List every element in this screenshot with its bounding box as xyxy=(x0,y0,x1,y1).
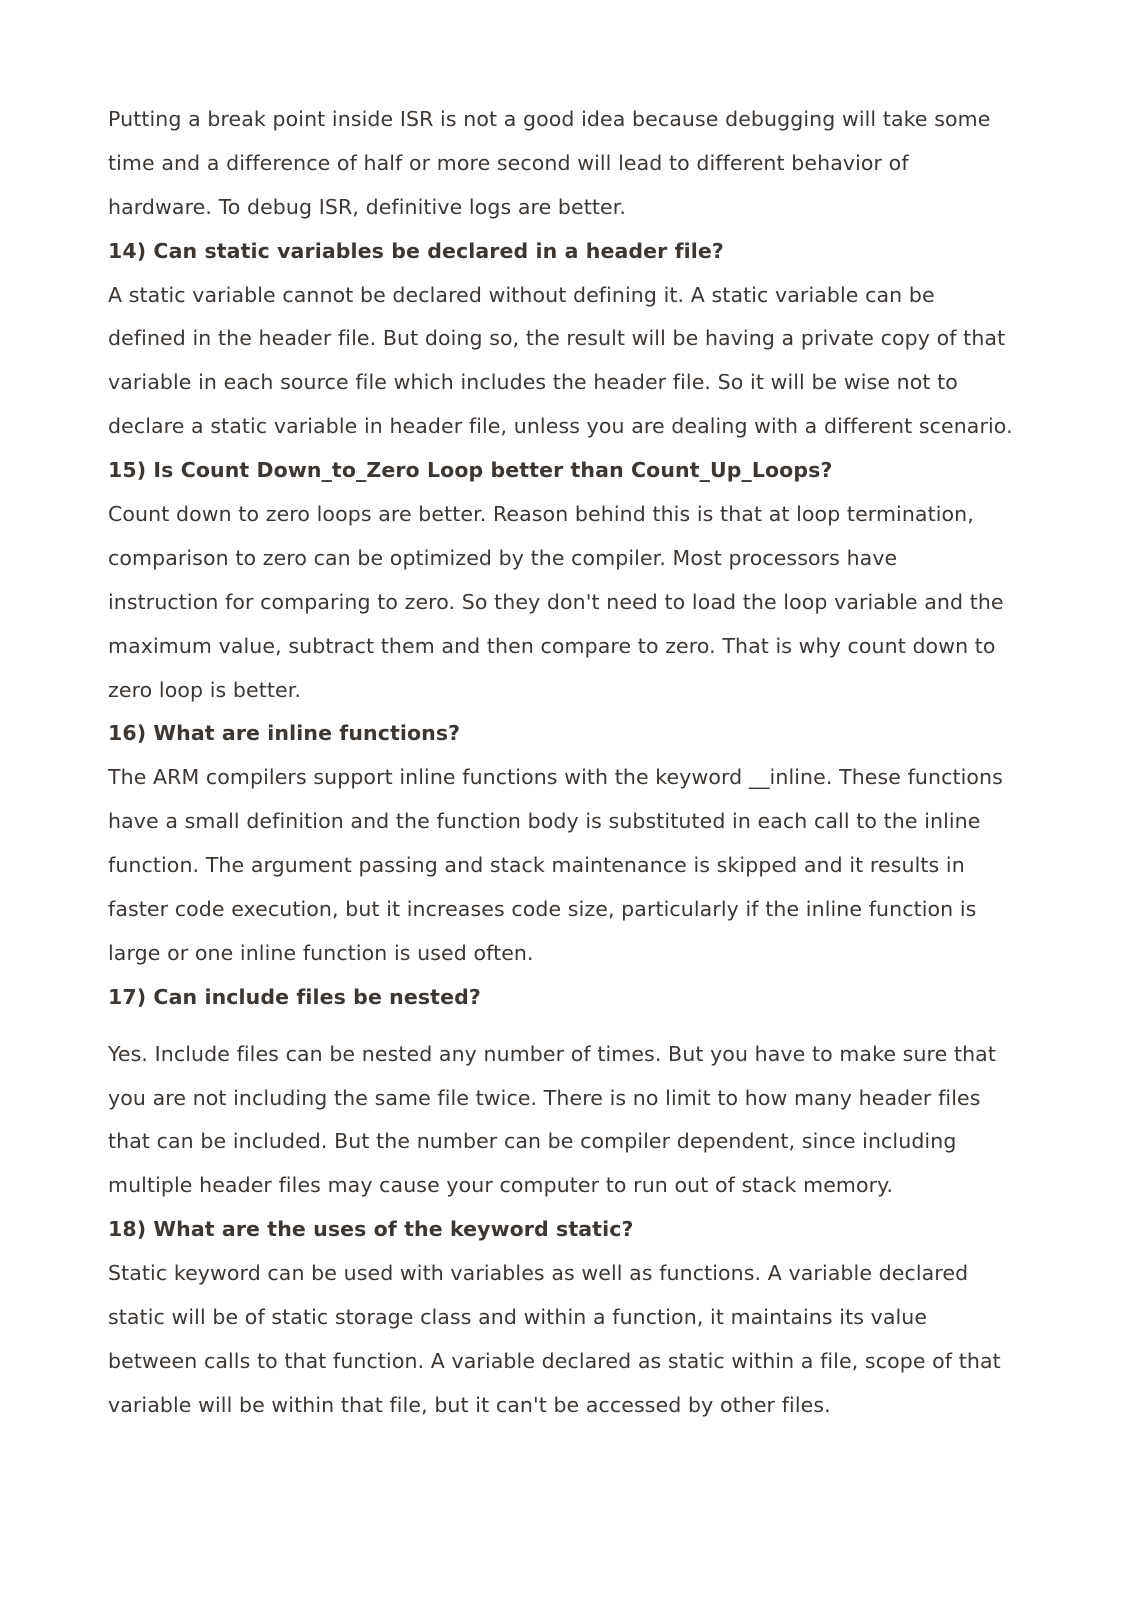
answer-paragraph xyxy=(108,493,1028,712)
paragraph-line: static will be of static storage class and within a function, it maintains its value xyxy=(108,1305,928,1330)
paragraph-gap xyxy=(108,1020,1028,1033)
intro-paragraph xyxy=(108,98,1028,230)
paragraph-line: have a small definition and the function body is substituted in each call to the inline xyxy=(108,809,981,834)
paragraph-line: time and a difference of half or more second will lead to different behavior of xyxy=(108,150,909,175)
section-q14 xyxy=(108,230,1028,449)
paragraph-line: The ARM compilers support inline functions with the keyword __inline. These functions xyxy=(108,765,1003,790)
paragraph-line: you are not including the same file twice. There is no limit to how many header files xyxy=(108,1085,981,1110)
paragraph-line: Count down to zero loops are better. Reason behind this is that at loop termination, xyxy=(108,502,974,527)
paragraph-line: comparison to zero can be optimized by the compiler. Most processors have xyxy=(108,545,898,570)
paragraph-line: Putting a break point inside ISR is not a good idea because debugging will take some xyxy=(108,107,991,131)
paragraph-line: zero loop is better. xyxy=(108,677,301,702)
document-page xyxy=(108,98,1028,1428)
paragraph-line: multiple header files may cause your computer to run out of stack memory. xyxy=(108,1173,894,1198)
paragraph-line: A static variable cannot be declared without defining it. A static variable can be xyxy=(108,282,935,307)
answer-paragraph xyxy=(108,756,1028,975)
paragraph-line: Yes. Include files can be nested any number of times. But you have to make sure that xyxy=(108,1041,996,1066)
section-q17 xyxy=(108,976,1028,1208)
question-heading: 17) Can include files be nested? xyxy=(108,984,481,1009)
paragraph-line: Static keyword can be used with variables as well as functions. A variable declared xyxy=(108,1261,969,1286)
paragraph-line: between calls to that function. A variable declared as static within a file, scope of that xyxy=(108,1348,1001,1373)
question-heading: 14) Can static variables be declared in a header file? xyxy=(108,238,724,263)
question-heading: 18) What are the uses of the keyword static? xyxy=(108,1217,634,1242)
answer-paragraph xyxy=(108,274,1028,450)
answer-paragraph xyxy=(108,1252,1028,1428)
paragraph-line: hardware. To debug ISR, definitive logs are better. xyxy=(108,194,626,219)
paragraph-line: variable will be within that file, but it can't be accessed by other files. xyxy=(108,1392,831,1417)
answer-paragraph xyxy=(108,1033,1028,1209)
paragraph-line: declare a static variable in header file, unless you are dealing with a different scenario. xyxy=(108,414,1013,439)
paragraph-line: that can be included. But the number can be compiler dependent, since including xyxy=(108,1129,957,1154)
paragraph-line: large or one inline function is used often. xyxy=(108,940,534,965)
paragraph-line: variable in each source file which includes the header file. So it will be wise not to xyxy=(108,370,958,395)
question-heading: 15) Is Count Down_to_Zero Loop better than Count_Up_Loops? xyxy=(108,458,833,483)
paragraph-line: faster code execution, but it increases code size, particularly if the inline function is xyxy=(108,897,977,922)
paragraph-line: instruction for comparing to zero. So they don't need to load the loop variable and the xyxy=(108,589,1004,614)
paragraph-line: function. The argument passing and stack maintenance is skipped and it results in xyxy=(108,853,965,878)
paragraph-line: defined in the header file. But doing so, the result will be having a private copy of that xyxy=(108,326,1006,351)
paragraph-line: maximum value, subtract them and then compare to zero. That is why count down to xyxy=(108,633,996,658)
question-heading: 16) What are inline functions? xyxy=(108,721,461,746)
section-q18 xyxy=(108,1208,1028,1427)
section-q16 xyxy=(108,712,1028,975)
section-q15 xyxy=(108,449,1028,712)
